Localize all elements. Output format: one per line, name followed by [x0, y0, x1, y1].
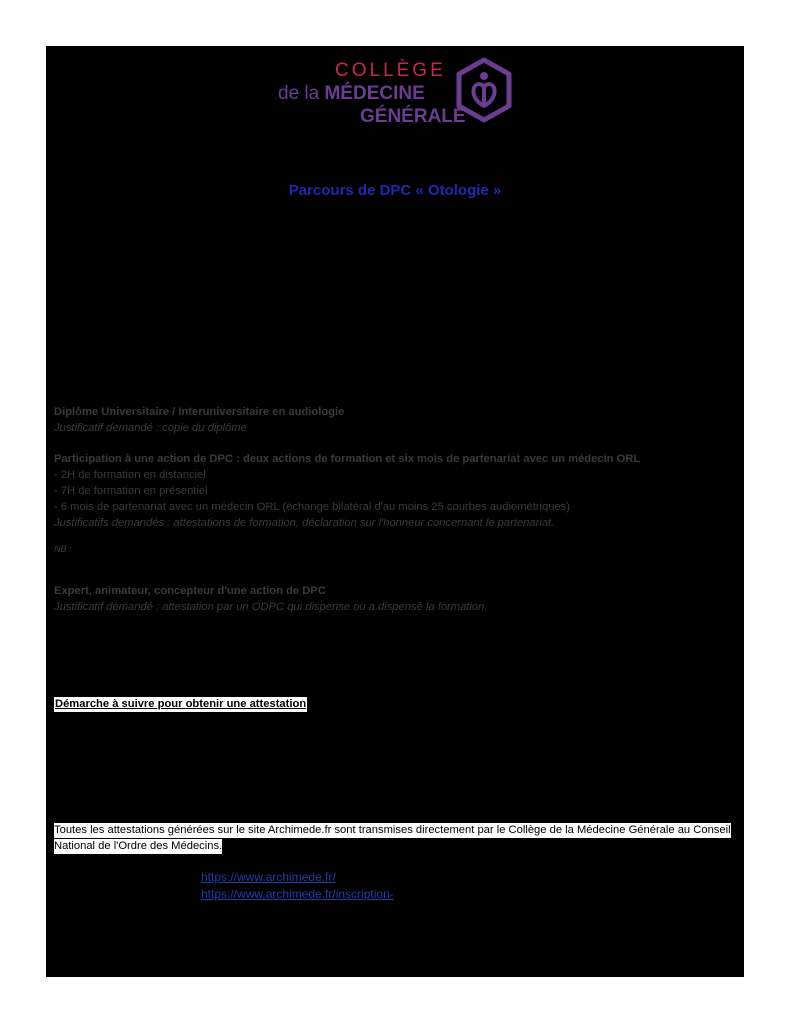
section-dpc-heading: Participation à une action de DPC : deux actions de formation et six mois de partenariat avec un médecin ORL	[54, 453, 641, 465]
archimede-inscription-link[interactable]: https://www.archimede.fr/inscription-	[201, 887, 394, 901]
dpc-item: - 7H de formation en présentiel	[54, 485, 208, 497]
section-dpc-justif: Justificatifs demandés : attestations de formation, déclaration sur l'honneur concernant le partenariat.	[54, 517, 555, 529]
logo-line-generale: GÉNÉRALE	[360, 106, 466, 127]
dpc-item: - 6 mois de partenariat avec un médecin ORL (échange bilatéral d'au moins 25 courbes audiométriques)	[54, 501, 571, 513]
dpc-item: - 2H de formation en distanciel	[54, 469, 206, 481]
section-diplome-justif: Justificatif demandé : copie du diplôme	[54, 422, 247, 434]
footer-line-2: National de l'Ordre des Médecins.	[54, 840, 223, 852]
hexagon-heart-icon	[454, 56, 514, 126]
demarche-heading: Démarche à suivre pour obtenir une attestation	[55, 698, 307, 710]
logo-line-prefix: de la	[278, 83, 320, 104]
college-logo	[278, 56, 518, 130]
document-page	[46, 46, 744, 977]
section-expert-heading: Expert, animateur, concepteur d'une action de DPC	[54, 585, 326, 597]
archimede-link[interactable]: https://www.archimede.fr/	[201, 870, 336, 884]
page-title: Parcours de DPC « Otologie »	[288, 182, 502, 199]
footer-line-1: Toutes les attestations générées sur le site Archimede.fr sont transmises directement par le Collège de la Médecine Générale au Conseil	[54, 824, 731, 836]
logo-line-medecine: MÉDECINE	[324, 83, 425, 104]
logo-line-de-la	[278, 83, 425, 105]
section-expert-justif: Justificatif demandé : attestation par un ODPC qui dispense ou a dispensé la formation.	[54, 601, 488, 613]
nb-label: NB :	[54, 544, 72, 554]
logo-line-college: COLLÈGE	[335, 60, 446, 81]
section-diplome-heading: Diplôme Universitaire / Interuniversitaire en audiologie	[54, 406, 345, 418]
